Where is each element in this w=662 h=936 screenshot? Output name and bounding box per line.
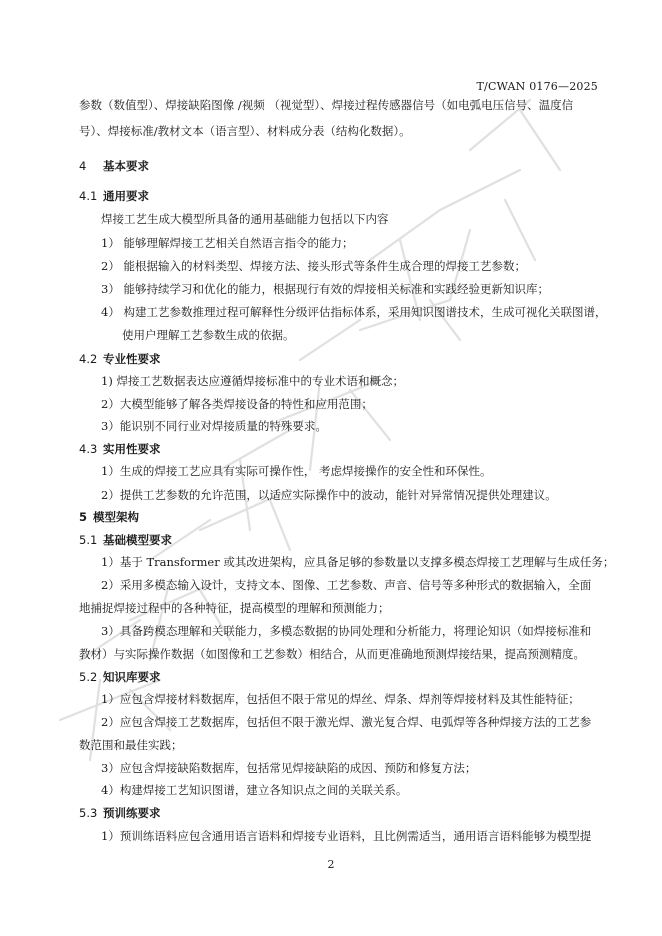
section-number: 4.2 <box>79 352 98 366</box>
section-number: 5.2 <box>79 670 98 684</box>
section-title: 通用要求 <box>103 189 149 203</box>
list-item: 3）具备跨模态理解和关联能力，多模态数据的协同处理和分析能力，将理论知识（如焊接标准和 <box>101 624 592 638</box>
list-item: 2）提供工艺参数的允许范围，以适应实际操作中的波动，能针对异常情况提供处理建议。 <box>101 488 557 502</box>
section-title: 知识库要求 <box>103 670 161 684</box>
list-item: 3）应包含焊接缺陷数据库，包括常见焊接缺陷的成因、预防和修复方法； <box>101 761 477 775</box>
page-number: 2 <box>327 858 335 871</box>
section-heading-5 <box>79 510 139 524</box>
section-title: 基本要求 <box>103 159 149 173</box>
section-number: 4.1 <box>79 189 98 203</box>
section-heading-4-3 <box>79 442 161 456</box>
paragraph-line: 号）、焊接标准/教材文本（语言型）、材料成分表（结构化数据）。 <box>79 124 411 138</box>
section-number: 5.3 <box>79 806 98 820</box>
section-number: 5 <box>79 510 88 524</box>
list-item: 1）基于 Transformer 或其改进架构，应具备足够的参数量以支撑多模态焊接工艺理解与生成任务； <box>101 555 615 569</box>
section-number: 5.1 <box>79 533 98 547</box>
list-item: 4）构建焊接工艺知识图谱，建立各知识点之间的关联关系。 <box>101 783 408 797</box>
section-title: 专业性要求 <box>103 352 161 366</box>
list-item: 1） 能够理解焊接工艺相关自然语言指令的能力； <box>101 236 354 250</box>
section-title: 基础模型要求 <box>103 533 172 547</box>
section-heading-5-3 <box>79 806 161 820</box>
list-item-continuation: 地捕捉焊接过程中的各种特征，提高模型的理解和预测能力； <box>79 601 390 615</box>
section-number: 4 <box>79 159 87 173</box>
section-heading-4-2 <box>79 352 161 366</box>
list-item-continuation: 教材）与实际操作数据（如图像和工艺参数）相结合，从而更准确地预测焊接结果，提高预测精度。 <box>79 647 585 661</box>
list-item: 2）大模型能够了解各类焊接设备的特性和应用范围； <box>101 397 373 411</box>
list-item: 2）采用多模态输入设计，支持文本、图像、工艺参数、声音、信号等多种形式的数据输入，全面 <box>101 578 592 592</box>
list-item: 1) 焊接工艺数据表达应遵循焊接标准中的专业术语和概念； <box>101 374 404 388</box>
list-item: 3）能识别不同行业对焊接质量的特殊要求。 <box>101 419 327 433</box>
list-item: 1）生成的焊接工艺应具有实际可操作性， 考虑焊接操作的安全性和环保性。 <box>101 464 492 478</box>
section-number: 4.3 <box>79 442 98 456</box>
list-item: 1）应包含焊接材料数据库，包括但不限于常见的焊丝、焊条、焊剂等焊接材料及其性能特征； <box>101 692 580 706</box>
section-heading-5-1 <box>79 533 172 547</box>
standard-code: T/CWAN 0176—2025 <box>476 80 598 93</box>
section-title: 预训练要求 <box>103 806 161 820</box>
section-heading-5-2 <box>79 670 161 684</box>
section-heading-4 <box>79 159 149 173</box>
paragraph-line: 参数（数值型）、焊接缺陷图像 /视频 （视觉型）、焊接过程传感器信号（如电弧电压信号、温度信 <box>79 98 574 112</box>
list-item: 1）预训练语料应包含通用语言语料和焊接专业语料，且比例需适当，通用语言语料能够为模型提 <box>101 829 592 843</box>
section-title: 实用性要求 <box>103 442 161 456</box>
section-title: 模型架构 <box>93 510 139 524</box>
list-item-continuation: 数范围和最佳实践； <box>79 738 183 752</box>
list-item-continuation: 使用户理解工艺参数生成的依据。 <box>122 328 295 342</box>
list-item: 2）应包含焊接工艺数据库，包括但不限于激光焊、激光复合焊、电弧焊等各种焊接方法的工艺参 <box>101 715 592 729</box>
list-item: 2） 能根据输入的材料类型、焊接方法、接头形式等条件生成合理的焊接工艺参数； <box>101 259 526 273</box>
section-heading-4-1 <box>79 189 149 203</box>
paragraph-line: 焊接工艺生成大模型所具备的通用基础能力包括以下内容 <box>101 212 389 226</box>
list-item: 4） 构建工艺参数推理过程可解释性分级评估指标体系，采用知识图谱技术，生成可视化关联图谱， <box>101 305 607 319</box>
list-item: 3） 能够持续学习和优化的能力，根据现行有效的焊接相关标准和实践经验更新知识库； <box>101 282 549 296</box>
